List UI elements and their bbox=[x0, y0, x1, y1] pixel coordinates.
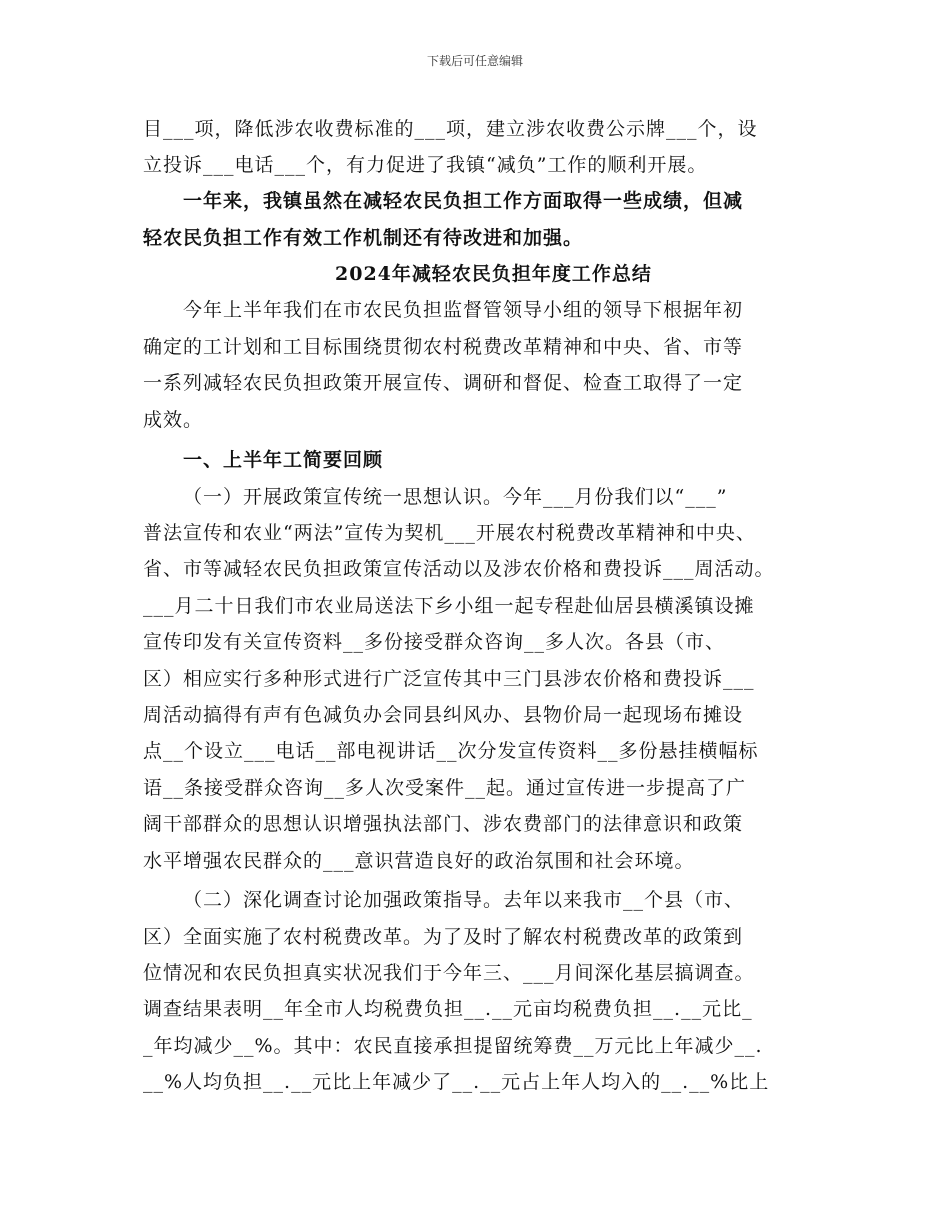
body-line: 位情况和农民负担真实状况我们于今年三、___月间深化基层搞调查。 bbox=[143, 962, 755, 984]
body-line: 省、市等减轻农民负担政策宣传活动以及涉农价格和费投诉___周活动。 bbox=[143, 558, 775, 580]
body-line: 普法宣传和农业“两法”宣传为契机___开展农村税费改革精神和中央、 bbox=[143, 522, 756, 544]
body-line: __%人均负担__.__元比上年减少了__.__元占上年人均入的__.__%比上 bbox=[143, 1071, 770, 1093]
body-line: 区）全面实施了农村税费改革。为了及时了解农村税费改革的政策到 bbox=[143, 926, 744, 948]
body-line: 点__个设立___电话__部电视讲话__次分发宣传资料__多份悬挂横幅标 bbox=[143, 740, 759, 762]
body-line: 水平增强农民群众的___意识营造良好的政治氛围和社会环境。 bbox=[143, 850, 695, 872]
emphasis-line: 一年来，我镇虽然在减轻农民负担工作方面取得一些成绩，但减 bbox=[183, 190, 744, 212]
body-line: 确定的工计划和工目标围绕贯彻农村税费改革精神和中央、省、市等 bbox=[143, 336, 744, 358]
body-line: （一）开展政策宣传统一思想认识。今年___月份我们以“___” bbox=[183, 486, 728, 508]
body-line: 周活动搞得有声有色减负办会同县纠风办、县物价局一起现场布摊设 bbox=[143, 704, 744, 726]
body-line: 语__条接受群众咨询__多人次受案件__起。通过宣传进一步提高了广 bbox=[143, 777, 747, 799]
body-line: 阔干部群众的思想认识增强执法部门、涉农费部门的法律意识和政策 bbox=[143, 813, 744, 835]
body-line: 目___项，降低涉农收费标准的___项，建立涉农收费公示牌___个，设 bbox=[143, 118, 758, 140]
body-line: （二）深化调查讨论加强政策指导。去年以来我市__个县（市、 bbox=[183, 889, 745, 911]
body-line: 成效。 bbox=[143, 409, 204, 431]
body-line: ___月二十日我们市农业局送法下乡小组一起专程赴仙居县横溪镇设摊 bbox=[143, 595, 755, 617]
section-heading: 一、上半年工简要回顾 bbox=[183, 449, 384, 471]
body-line: 区）相应实行多种形式进行广泛宣传其中三门县涉农价格和费投诉___ bbox=[143, 668, 755, 690]
body-line: 今年上半年我们在市农民负担监督管领导小组的领导下根据年初 bbox=[183, 299, 744, 321]
body-line: 调查结果表明__年全市人均税费负担__.__元亩均税费负担__.__元比_ bbox=[143, 998, 753, 1020]
emphasis-line: 轻农民负担工作有效工作机制还有待改进和加强。 bbox=[143, 227, 584, 249]
body-line: 宣传印发有关宣传资料__多份接受群众咨询__多人次。各县（市、 bbox=[143, 631, 726, 653]
body-line: _年均减少__%。其中：农民直接承担提留统筹费__万元比上年减少__. bbox=[143, 1035, 763, 1057]
body-line: 立投诉___电话___个，有力促进了我镇“减负”工作的顺利开展。 bbox=[143, 154, 708, 176]
section-title: 2024年减轻农民负担年度工作总结 bbox=[335, 263, 652, 285]
body-line: 一系列减轻农民负担政策开展宣传、调研和督促、检查工取得了一定 bbox=[143, 372, 744, 394]
page-header: 下载后可任意编辑 bbox=[426, 54, 523, 68]
